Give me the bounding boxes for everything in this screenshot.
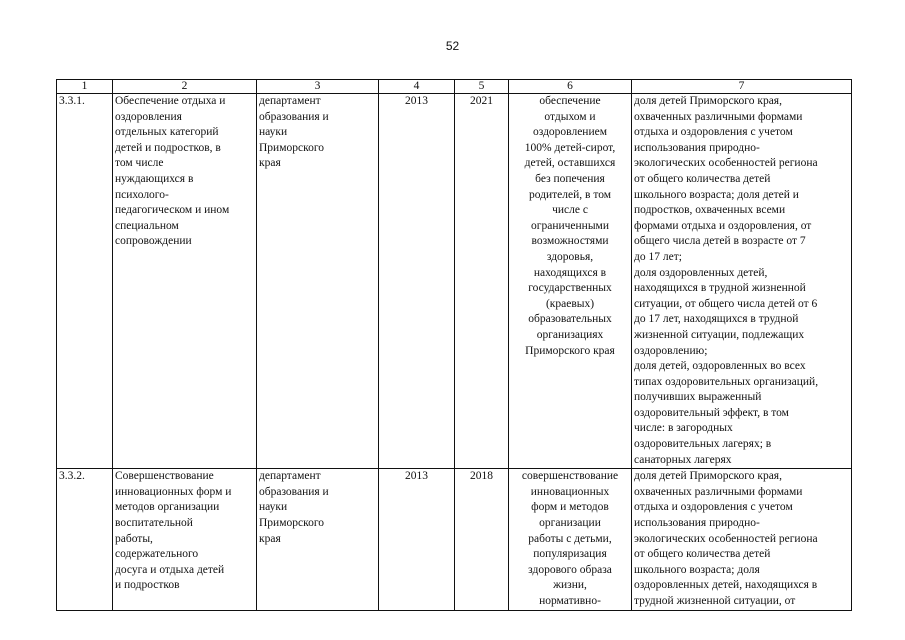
cell-text-line: психолого- bbox=[115, 188, 169, 201]
table-row bbox=[57, 469, 852, 610]
cell-text-line: департамент bbox=[259, 470, 321, 483]
cell-text-line: образования и bbox=[259, 485, 329, 498]
cell-text-line: края bbox=[259, 532, 281, 545]
cell-text-line: охваченных различными формами bbox=[634, 485, 803, 498]
expected-result-cell bbox=[509, 469, 632, 610]
executor-cell bbox=[257, 469, 379, 610]
cell-text-line: доля детей Приморского края, bbox=[634, 95, 782, 107]
cell-text-line: досуга и отдыха детей bbox=[115, 563, 225, 576]
cell-text-line: без попечения bbox=[535, 172, 605, 185]
cell-text-line: обеспечение bbox=[539, 95, 601, 107]
cell-text-line: подростков, охваченных всеми bbox=[634, 204, 786, 217]
cell-text-line: родителей, в том bbox=[528, 188, 612, 201]
cell-text-line: том числе bbox=[115, 157, 164, 170]
cell-text-line: ситуации, от общего числа детей от 6 bbox=[634, 297, 818, 310]
cell-text-line: работы, bbox=[115, 532, 153, 545]
end-year-cell: 2018 bbox=[455, 469, 509, 610]
cell-text-line: от общего количества детей bbox=[634, 548, 771, 561]
cell-text-line: образовательных bbox=[528, 313, 612, 326]
start-year-cell: 2013 bbox=[379, 94, 455, 469]
cell-text-line: отдыха и оздоровления с учетом bbox=[634, 501, 793, 514]
cell-text-line: края bbox=[259, 157, 281, 170]
cell-text-line: педагогическом и ином bbox=[115, 204, 230, 217]
cell-text-line: образования и bbox=[259, 110, 329, 123]
cell-text-line: специальном bbox=[115, 219, 179, 232]
cell-text-line: общего числа детей в возрасте от 7 bbox=[634, 235, 806, 248]
cell-text-line: отдыхом и bbox=[544, 110, 596, 123]
cell-text-line: доля детей Приморского края, bbox=[634, 470, 782, 483]
cell-text-line: сопровождении bbox=[115, 235, 192, 248]
cell-text-line: организации bbox=[539, 517, 601, 530]
cell-text-line: доля оздоровленных детей, bbox=[634, 266, 768, 279]
cell-text-line: здоровья, bbox=[546, 250, 594, 263]
cell-text-line: популяризация bbox=[533, 548, 607, 561]
row-number-cell: 3.3.2. bbox=[57, 469, 113, 610]
activity-cell bbox=[113, 94, 257, 469]
cell-text-line: методов организации bbox=[115, 501, 220, 514]
cell-text-line: Приморского края bbox=[525, 344, 615, 357]
column-header-3: 3 bbox=[257, 80, 379, 94]
cell-text-line: и подростков bbox=[115, 579, 180, 592]
cell-text-line: жизненной ситуации, подлежащих bbox=[634, 328, 805, 341]
column-header-1: 1 bbox=[57, 80, 113, 94]
cell-text-line: детей, оставшихся bbox=[524, 157, 616, 170]
cell-text-line: школьного возраста; доля bbox=[634, 563, 760, 576]
column-header-2: 2 bbox=[113, 80, 257, 94]
cell-text-line: отдельных категорий bbox=[115, 126, 219, 139]
row-number-cell: 3.3.1. bbox=[57, 94, 113, 469]
cell-text-line: охваченных различными формами bbox=[634, 110, 803, 123]
column-header-4: 4 bbox=[379, 80, 455, 94]
expected-result-cell bbox=[509, 94, 632, 469]
cell-text-line: трудной жизненной ситуации, от bbox=[634, 595, 796, 607]
indicators-cell bbox=[632, 94, 852, 469]
cell-text-line: использования природно- bbox=[634, 141, 760, 154]
cell-text-line: Обеспечение отдыха и bbox=[115, 95, 226, 107]
header-row bbox=[57, 80, 852, 94]
cell-text-line: здорового образа bbox=[528, 563, 612, 576]
cell-text-line: находящихся в трудной жизненной bbox=[634, 282, 806, 295]
cell-text-line: науки bbox=[259, 501, 288, 514]
cell-text-line: детей и подростков, в bbox=[115, 141, 221, 154]
cell-text-line: нуждающихся в bbox=[115, 172, 194, 185]
cell-text-line: оздоровительных лагерях; в bbox=[634, 438, 772, 451]
cell-text-line: департамент bbox=[259, 95, 321, 107]
cell-text-line: Приморского bbox=[259, 141, 325, 154]
cell-text-line: науки bbox=[259, 126, 288, 139]
cell-text-line: воспитательной bbox=[115, 517, 193, 530]
cell-text-line: (краевых) bbox=[545, 297, 595, 310]
cell-text-line: государственных bbox=[528, 282, 612, 295]
page-number: 52 bbox=[445, 39, 460, 53]
cell-text-line: совершенствование bbox=[521, 470, 619, 483]
cell-text-line: жизни, bbox=[553, 579, 587, 592]
cell-text-line: типах оздоровительных организаций, bbox=[634, 375, 819, 388]
activity-cell bbox=[113, 469, 257, 610]
cell-text-line: возможностями bbox=[531, 235, 609, 248]
cell-text-line: оздоровлением bbox=[533, 126, 607, 139]
column-header-6: 6 bbox=[509, 80, 632, 94]
table-row bbox=[57, 94, 852, 469]
cell-text-line: экологических особенностей региона bbox=[634, 157, 818, 170]
cell-text-line: экологических особенностей региона bbox=[634, 532, 818, 545]
cell-text-line: содержательного bbox=[115, 548, 199, 561]
cell-text-line: форм и методов bbox=[531, 501, 609, 514]
cell-text-line: инновационных bbox=[530, 485, 610, 498]
column-header-7: 7 bbox=[632, 80, 852, 94]
cell-text-line: работы с детьми, bbox=[528, 532, 612, 545]
cell-text-line: санаторных лагерях bbox=[634, 453, 732, 466]
program-activities-table bbox=[56, 79, 852, 611]
cell-text-line: отдыха и оздоровления с учетом bbox=[634, 126, 793, 139]
cell-text-line: инновационных форм и bbox=[115, 485, 232, 498]
cell-text-line: использования природно- bbox=[634, 517, 760, 530]
cell-text-line: 100% детей-сирот, bbox=[524, 141, 616, 154]
cell-text-line: формами отдыха и оздоровления, от bbox=[634, 219, 812, 232]
end-year-cell: 2021 bbox=[455, 94, 509, 469]
indicators-cell bbox=[632, 469, 852, 610]
cell-text-line: школьного возраста; доля детей и bbox=[634, 188, 799, 201]
cell-text-line: от общего количества детей bbox=[634, 172, 771, 185]
cell-text-line: оздоровленных детей, находящихся в bbox=[634, 579, 818, 592]
executor-cell bbox=[257, 94, 379, 469]
cell-text-line: нормативно- bbox=[539, 595, 601, 607]
cell-text-line: находящихся в bbox=[533, 266, 607, 279]
cell-text-line: ограниченными bbox=[531, 219, 609, 232]
cell-text-line: оздоровительный эффект, в том bbox=[634, 406, 789, 419]
cell-text-line: организациях bbox=[536, 328, 604, 341]
cell-text-line: получивших выраженный bbox=[634, 391, 762, 404]
cell-text-line: до 17 лет, находящихся в трудной bbox=[634, 313, 799, 326]
cell-text-line: Совершенствование bbox=[115, 470, 214, 483]
cell-text-line: доля детей, оздоровленных во всех bbox=[634, 360, 806, 373]
cell-text-line: Приморского bbox=[259, 517, 325, 530]
cell-text-line: числе с bbox=[552, 204, 588, 217]
cell-text-line: оздоровления bbox=[115, 110, 182, 123]
cell-text-line: до 17 лет; bbox=[634, 250, 682, 263]
column-header-5: 5 bbox=[455, 80, 509, 94]
start-year-cell: 2013 bbox=[379, 469, 455, 610]
cell-text-line: оздоровлению; bbox=[634, 344, 708, 357]
cell-text-line: числе: в загородных bbox=[634, 422, 733, 435]
